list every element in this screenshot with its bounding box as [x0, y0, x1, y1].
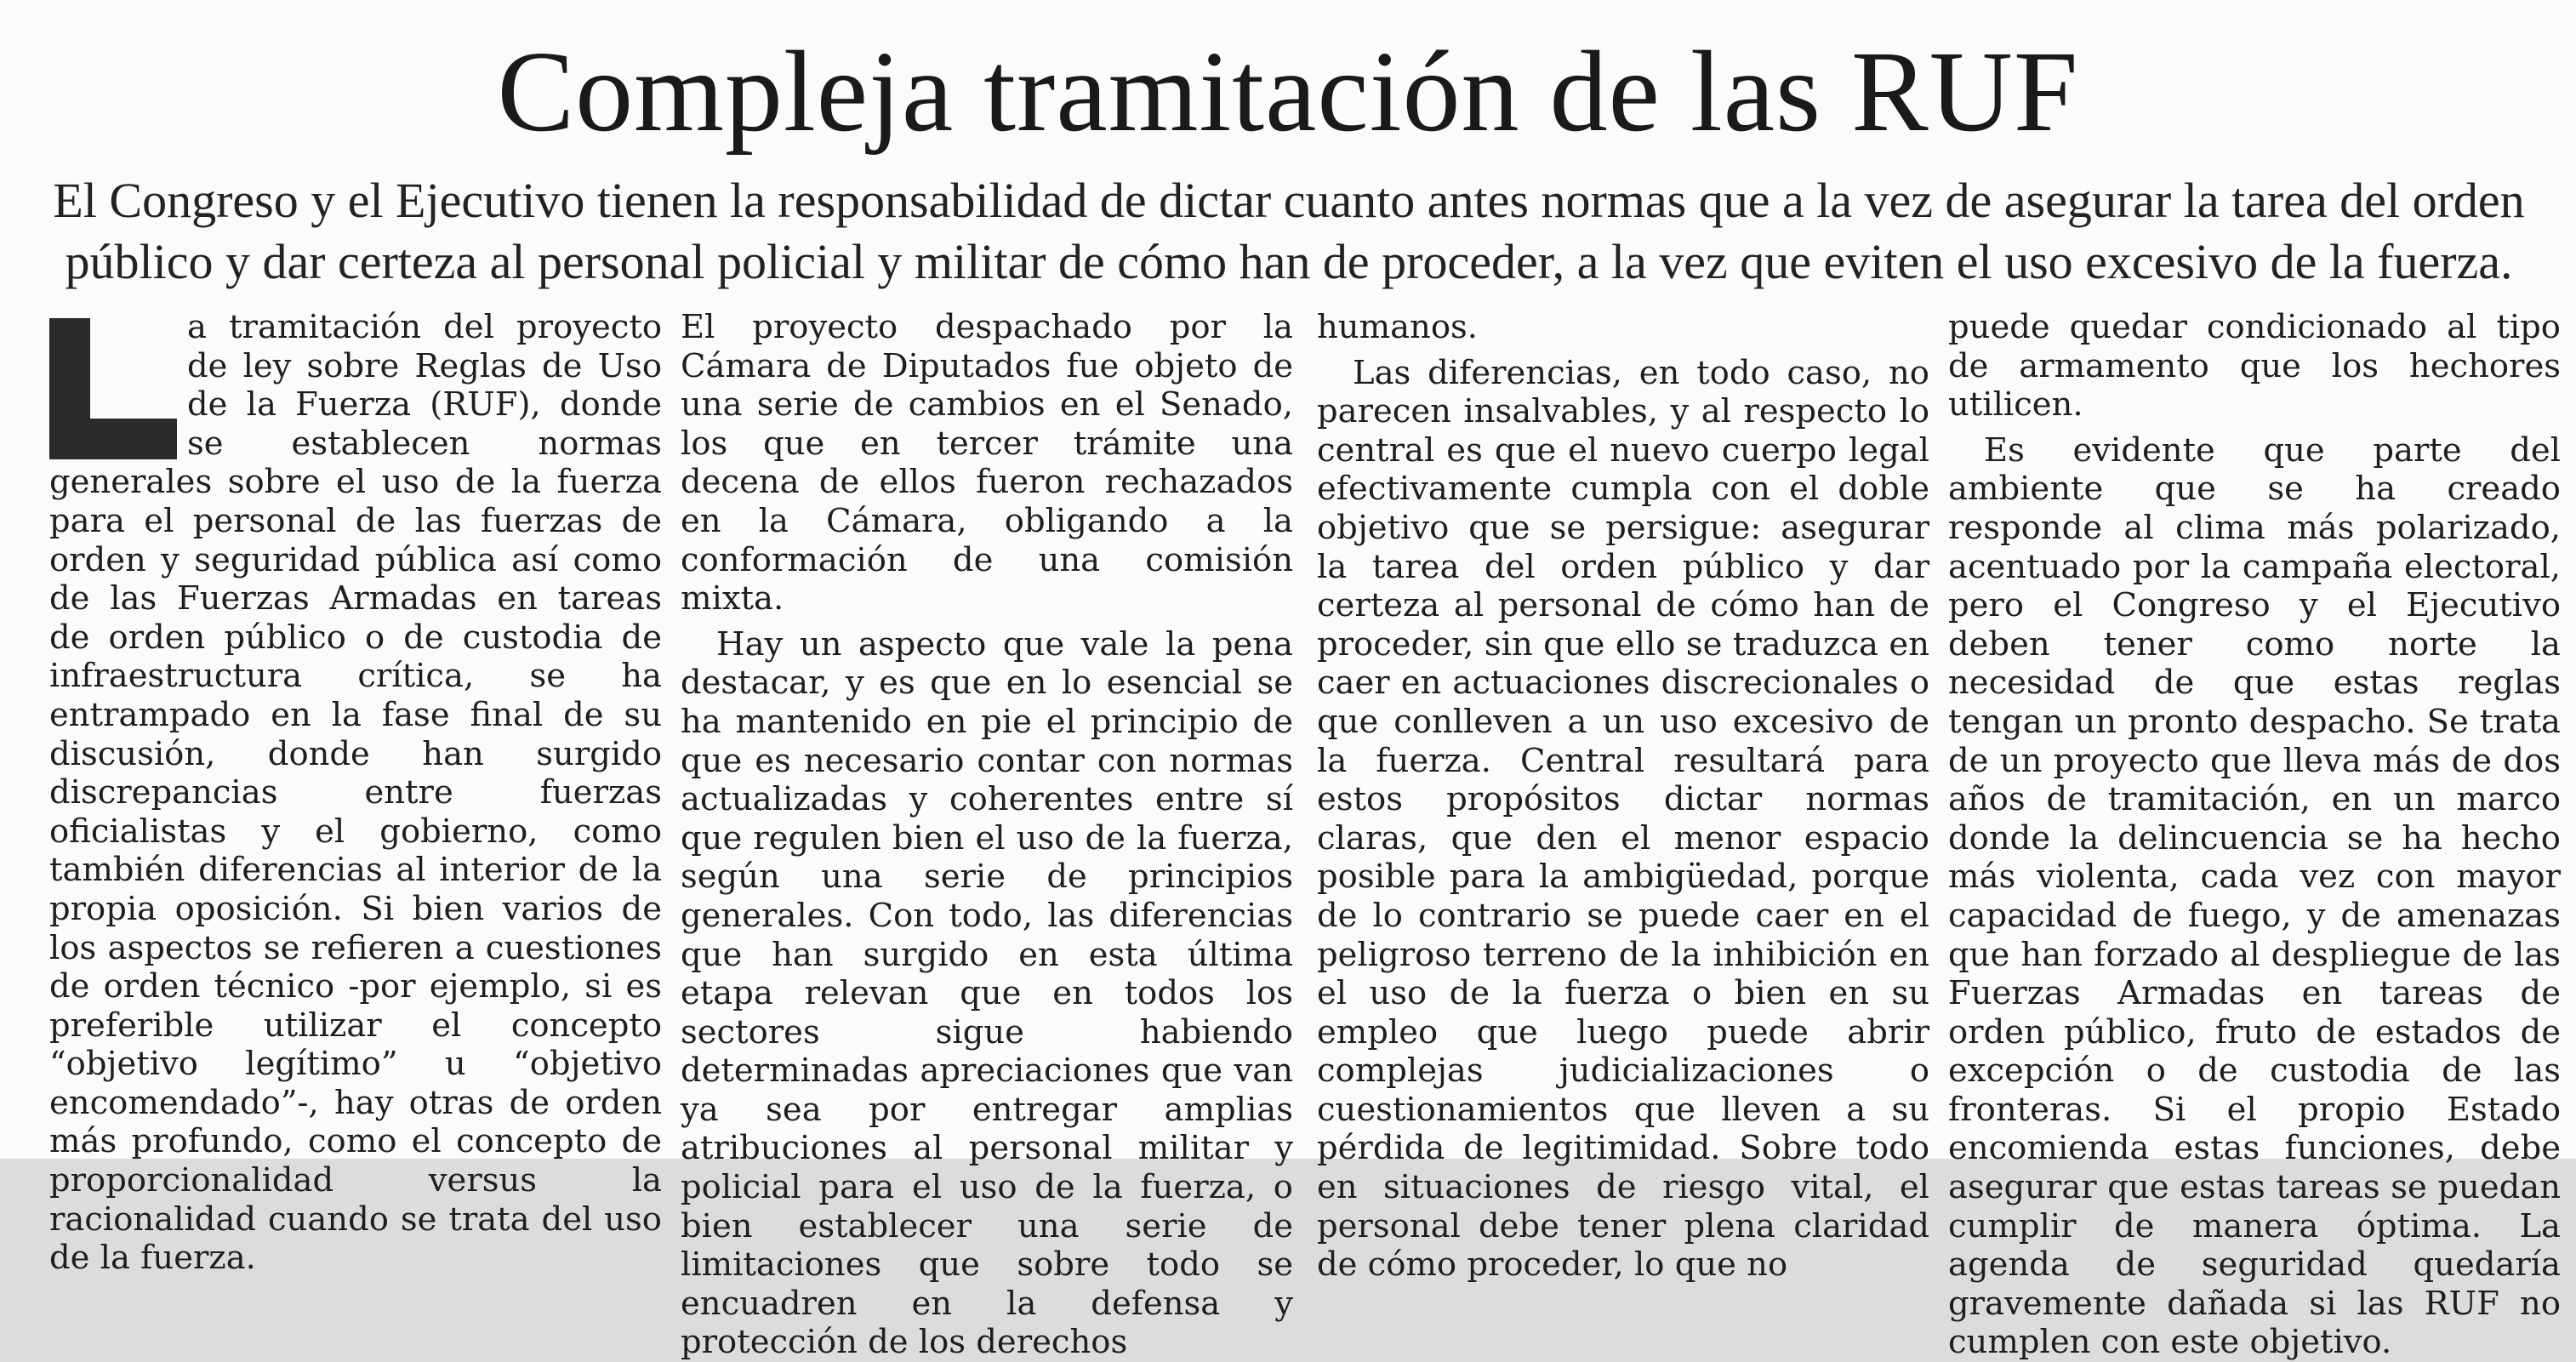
paragraph: humanos.: [1317, 308, 1479, 346]
column-1: [49, 308, 662, 1278]
headline: Compleja tramitación de las RUF: [497, 28, 2079, 156]
column-3: [1317, 308, 1929, 1285]
column-2: [681, 308, 1293, 1362]
paragraph: Las diferencias, en todo caso, no parecen insalvables, y al respecto lo central es que el nuevo cuerpo legal efectivamente cumpla con el doble objetivo que se persigue: asegurar la tarea del orden público y dar certeza al personal de cómo han de proceder, sin que ello se traduzca en caer en actuaciones discrecionales o que conlleven a un uso excesivo de la fuerza. Central resultará para estos propósitos dictar normas claras, que den el menor espacio posible para la ambigüedad, porque de lo contrario se puede caer en el peligroso terreno de la inhibición en el uso de la fuerza o bien en su empleo que luego puede abrir complejas judicializaciones o cuestionamientos que lleven a su pérdida de legitimidad. Sobre todo en situaciones de riesgo vital, el personal debe tener plena claridad de cómo proceder, lo que no: [1317, 353, 1929, 1285]
deck-subheadline: El Congreso y el Ejecutivo tienen la responsabilidad de dictar cuanto antes normas que a la vez de asegurar la tarea del orden público y dar certeza al personal policial y militar de cómo han de proceder, a la vez que eviten el uso excesivo de la fuerza.: [53, 173, 2525, 289]
paragraph: puede quedar condicionado al tipo de armamento que los hechores utilicen.: [1948, 308, 2561, 425]
paragraph: a tramitación del proyecto de ley sobre Reglas de Uso de la Fuerza (RUF), donde se establecen normas generales sobre el uso de la fuerza para el personal de las fuerzas de orden y seguridad pública así como de las Fuerzas Armadas en tareas de orden público o de custodia de infraestructura crítica, se ha entrampado en la fase final de su discusión, donde han surgido discrepancias entre fuerzas oficialistas y el gobierno, como también diferencias al interior de la propia oposición. Si bien varios de los aspectos se refieren a cuestiones de orden técnico -por ejemplo, si es preferible utilizar el concepto “objetivo legítimo” u “objetivo encomendado”-, hay otras de orden más profundo, como el concepto de proporcionalidad versus la racionalidad cuando se trata del uso de la fuerza.: [49, 308, 662, 1278]
drop-cap-foot: [49, 419, 177, 459]
paragraph: El proyecto despachado por la Cámara de Diputados fue objeto de una serie de cambios en el Senado, los que en tercer trámite una decena de ellos fueron rechazados en la Cámara, obligando a la conformación de una comisión mixta.: [681, 308, 1293, 618]
column-4: [1948, 308, 2561, 1362]
drop-cap: [49, 318, 177, 459]
paragraph: Es evidente que parte del ambiente que se ha creado responde al clima más polarizado, acentuado por la campaña electoral, pero el Congreso y el Ejecutivo deben tener como norte la necesidad de que estas reglas tengan un pronto despacho. Se trata de un proyecto que lleva más de dos años de tramitación, en un marco donde la delincuencia se ha hecho más violenta, cada vez con mayor capacidad de fuego, y de amenazas que han forzado al despliegue de las Fuerzas Armadas en tareas de orden público, fruto de estados de excepción o de custodia de las fronteras. Si el propio Estado encomienda estas funciones, debe asegurar que estas tareas se puedan cumplir de manera óptima. La agenda de seguridad quedaría gravemente dañada si las RUF no cumplen con este objetivo.: [1948, 430, 2561, 1362]
paragraph: Hay un aspecto que vale la pena destacar, y es que en lo esencial se ha mantenido en pie el principio de que es necesario contar con normas actualizadas y coherentes entre sí que regulen bien el uso de la fuerza, según una serie de principios generales. Con todo, las diferencias que han surgido en esta última etapa relevan que en todos los sectores sigue habiendo determinadas apreciaciones que van ya sea por entregar amplias atribuciones al personal militar y policial para el uso de la fuerza, o bien establecer una serie de limitaciones que sobre todo se encuadren en la defensa y protección de los derechos: [681, 624, 1293, 1362]
